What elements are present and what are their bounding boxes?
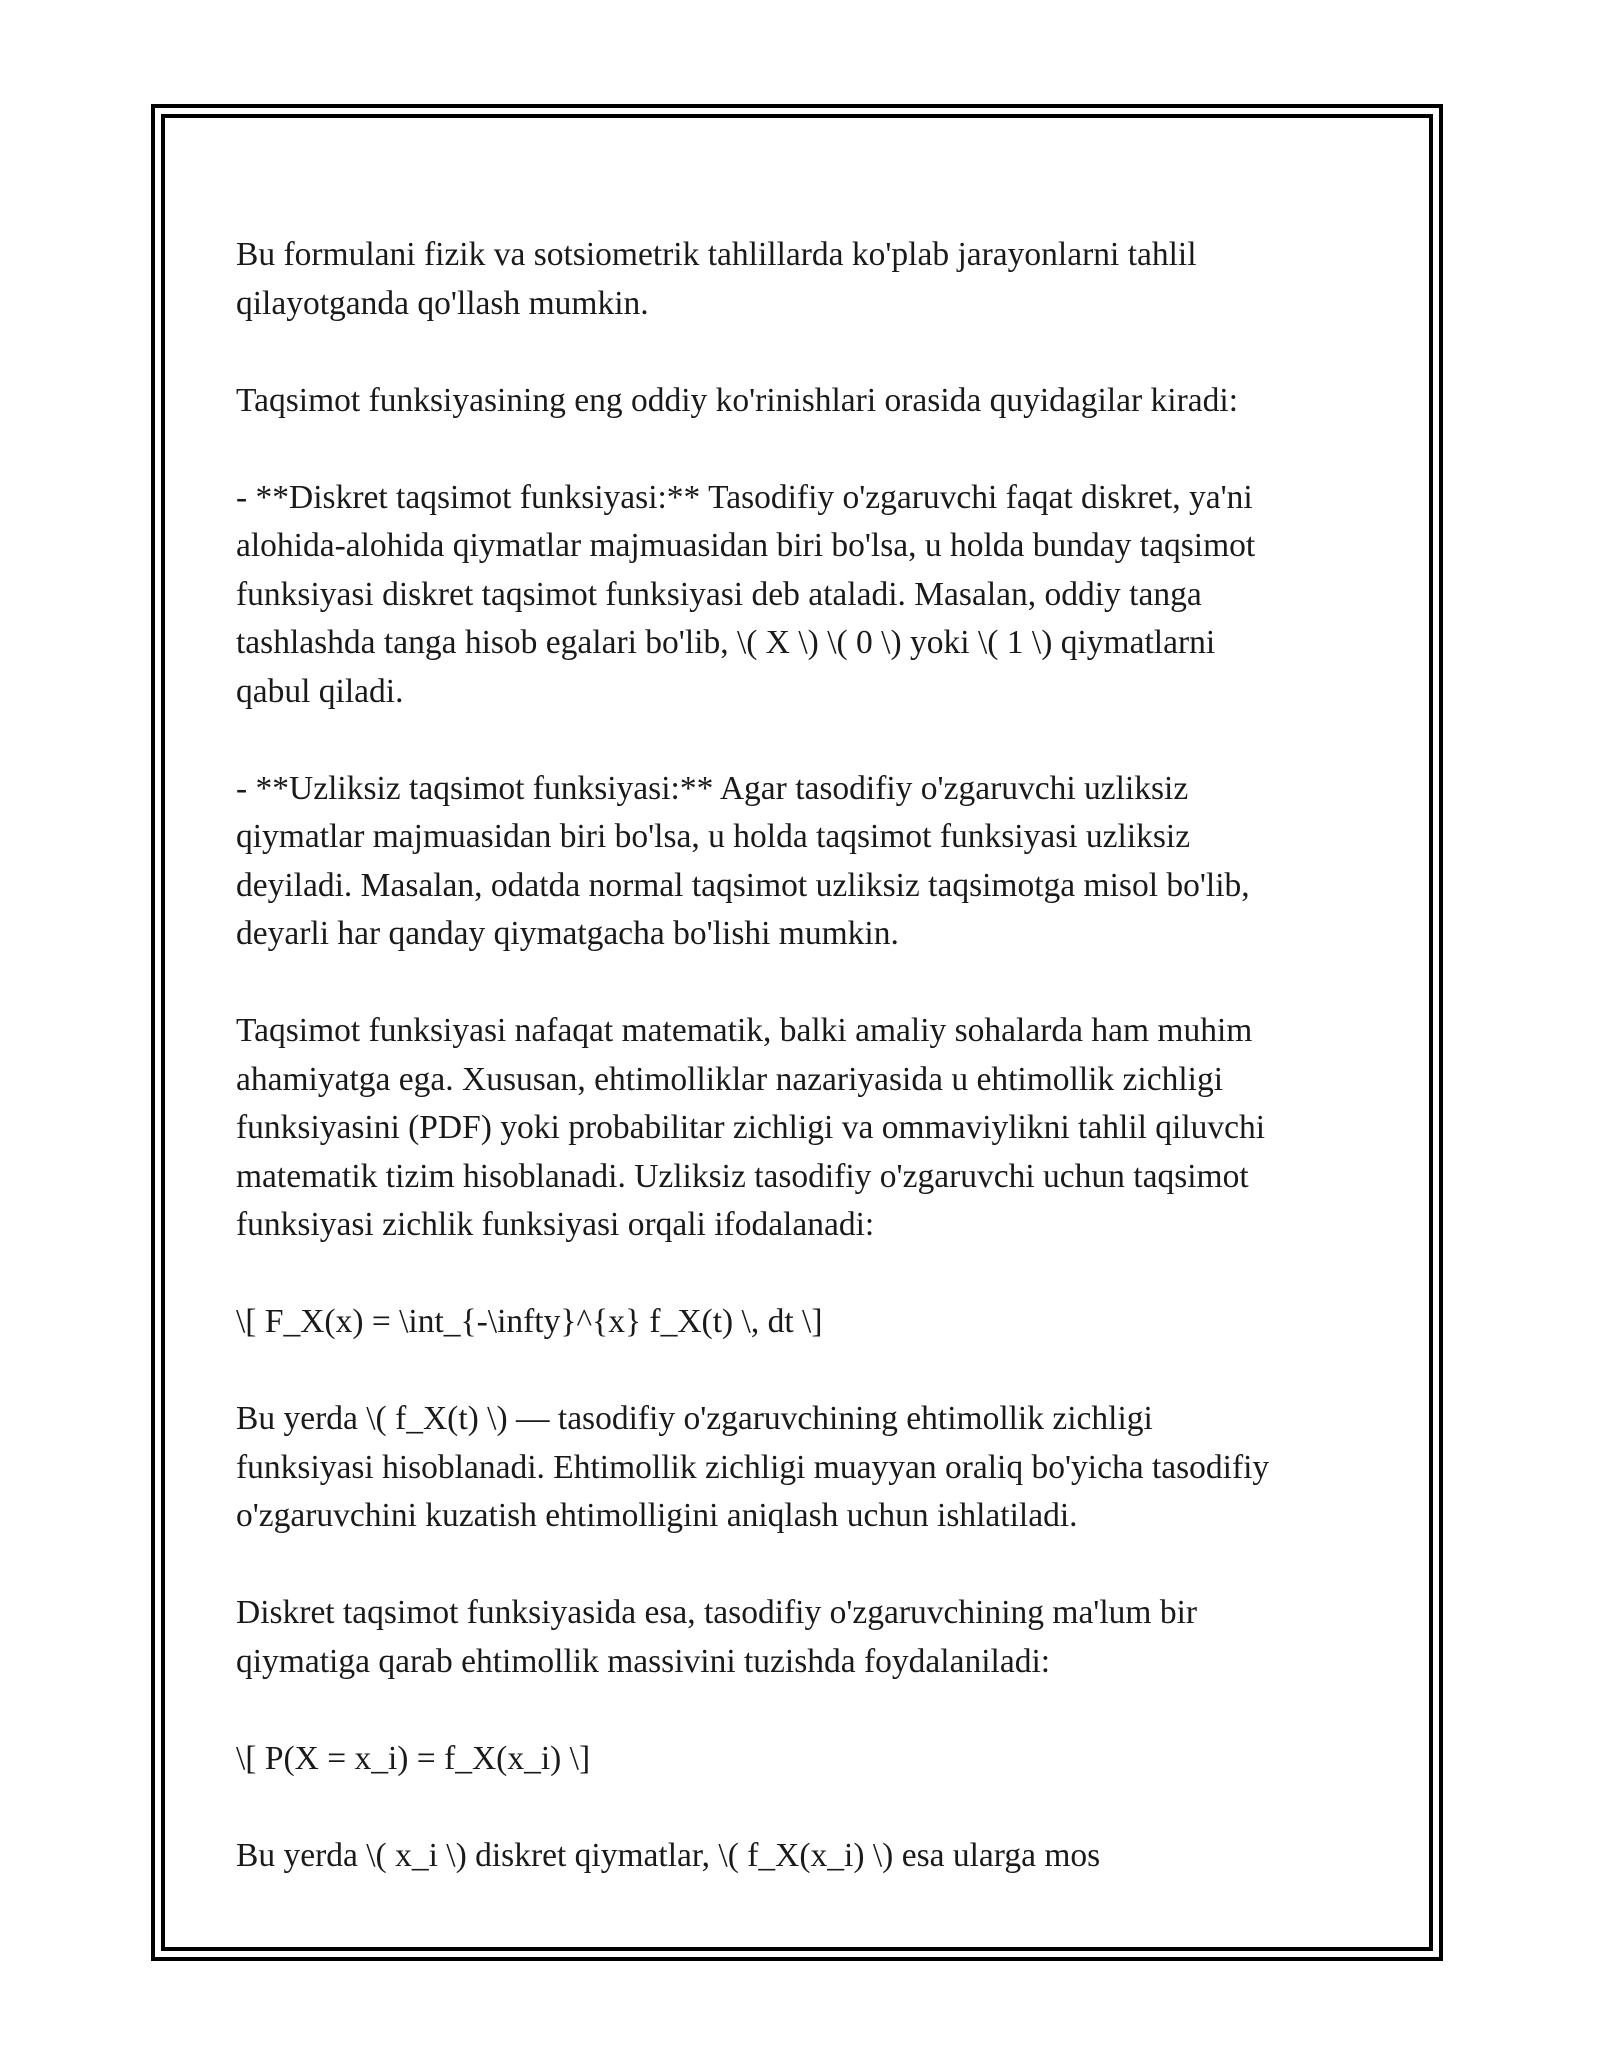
text-line: Diskret taqsimot funksiyasida esa, tasodifiy o'zgaruvchining ma'lum bir <box>236 1594 1198 1631</box>
text-line: Taqsimot funksiyasining eng oddiy ko'rinishlari orasida quyidagilar kiradi: <box>236 381 1239 419</box>
paragraph <box>236 1007 1366 1250</box>
text-line: Bu yerda \( x_i \) diskret qiymatlar, \( f_X(x_i) \) esa ularga mos <box>236 1836 1101 1874</box>
text-line: funksiyasi hisoblanadi. Ehtimollik zichligi muayyan oraliq bo'yicha tasodifiy <box>236 1448 1270 1486</box>
formula-cdf <box>236 1298 1366 1347</box>
text-line: - **Uzliksiz taqsimot funksiyasi:** Agar tasodifiy o'zgaruvchi uzliksiz <box>236 769 1189 807</box>
list-item-discrete <box>236 474 1366 717</box>
text-line: tashlashda tanga hisob egalari bo'lib, \( X \) \( 0 \) yoki \( 1 \) qiymatlarni <box>236 624 1216 661</box>
text-line: qabul qiladi. <box>236 672 404 710</box>
text-line: deyarli har qanday qiymatgacha bo'lishi mumkin. <box>236 915 899 952</box>
formula-line: \[ P(X = x_i) = f_X(x_i) \] <box>236 1739 591 1777</box>
text-line: Bu formulani fizik va sotsiometrik tahlillarda ko'plab jarayonlarni tahlil <box>236 236 1197 273</box>
text-line: ahamiyatga ega. Xususan, ehtimolliklar nazariyasida u ehtimollik zichligi <box>236 1060 1224 1098</box>
text-line: alohida-alohida qiymatlar majmuasidan biri bo'lsa, u holda bunday taqsimot <box>236 527 1256 564</box>
text-line: deyiladi. Masalan, odatda normal taqsimot uzliksiz taqsimotga misol bo'lib, <box>236 866 1250 904</box>
formula-pmf <box>236 1735 1366 1784</box>
text-line: funksiyasi zichlik funksiyasi orqali ifodalanadi: <box>236 1206 875 1243</box>
text-line: qiymatiga qarab ehtimollik massivini tuzishda foydalaniladi: <box>236 1642 1051 1680</box>
text-line: matematik tizim hisoblanadi. Uzliksiz tasodifiy o'zgaruvchi uchun taqsimot <box>236 1157 1249 1195</box>
text-line: - **Diskret taqsimot funksiyasi:** Tasodifiy o'zgaruvchi faqat diskret, ya'ni <box>236 478 1253 516</box>
document-body <box>236 231 1366 1929</box>
paragraph <box>236 1832 1366 1881</box>
list-item-continuous <box>236 765 1366 959</box>
text-line: qilayotganda qo'llash mumkin. <box>236 284 649 322</box>
paragraph <box>236 231 1366 328</box>
text-line: qiymatlar majmuasidan biri bo'lsa, u holda taqsimot funksiyasi uzliksiz <box>236 818 1191 855</box>
text-line: o'zgaruvchini kuzatish ehtimolligini aniqlash uchun ishlatiladi. <box>236 1497 1078 1534</box>
text-line: Bu yerda \( f_X(t) \) — tasodifiy o'zgaruvchining ehtimollik zichligi <box>236 1400 1153 1437</box>
text-line: funksiyasini (PDF) yoki probabilitar zichligi va ommaviylikni tahlil qiluvchi <box>236 1109 1266 1146</box>
formula-line: \[ F_X(x) = \int_{-\infty}^{x} f_X(t) \, dt \] <box>236 1303 823 1340</box>
text-line: funksiyasi diskret taqsimot funksiyasi deb ataladi. Masalan, oddiy tanga <box>236 575 1202 613</box>
paragraph <box>236 377 1366 426</box>
paragraph <box>236 1395 1366 1541</box>
paragraph <box>236 1589 1366 1686</box>
text-line: Taqsimot funksiyasi nafaqat matematik, balki amaliy sohalarda ham muhim <box>236 1012 1253 1049</box>
